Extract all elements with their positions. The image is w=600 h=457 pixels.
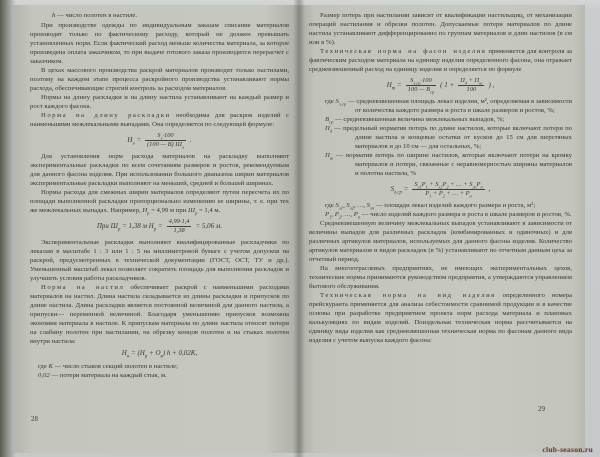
where-list <box>30 362 289 380</box>
where-item: $В_{ср}$ — средневзвешенная величина межлекальных выпадов, %; <box>325 116 505 125</box>
paragraph: Норма на длину раскладки необходима для раскроя изделий с наименьшими межлекальными выпадами. Она определяется по следующей формуле: <box>30 112 289 128</box>
paragraph: Средневзвешенную величину межлекальных выпадов устанавливают в зависимости от величины выпадов для различных раскладок (комбинированных и одиночных) и для различных артикулов материалов, используемых для данного фасона изделия. Количество артикулов материалов и видов раскладок (в %) устанавливают по отчетным данным цеха за отчетный период. <box>309 220 572 264</box>
paragraph: Для установления норм расхода материалов на раскладку выполняют экспериментальные раскладки по всем сочетаниям размеров и ростов, рекомендуемым для данного фасона изделия. При использовании большого диапазона ширин материалов экспериментальные раскладки выполняют на меньшей, средней и большей ширинах. <box>30 153 289 188</box>
page-right-text <box>309 11 572 435</box>
fraction: $\frac{4,99\cdot 1,4}{1,38}$ <box>168 218 190 234</box>
page-left <box>13 5 298 453</box>
spaced-heading: Техническая норма на фасон изделия <box>320 48 487 55</box>
spaced-heading: Норма на настил <box>41 284 125 292</box>
fraction: $\frac{П_д + П_ш}{100}$ <box>460 77 483 93</box>
spaced-heading: Техническая норма на вид изделия <box>320 292 496 300</box>
where-item: 0,02 — потери материала на каждый стык, м. <box>38 372 167 380</box>
page-left-text <box>30 11 289 435</box>
where-item: $П_д$ — предельный норматив потерь по длине настилов, которые включают потери по длине настила и концевые остатки от кусков до 15 см для шерстяных материалов и до 10 см — для остальных, %; <box>325 125 572 151</box>
fraction: $\frac{S_{л.ср}\cdot 100}{100 — В_{ср}}$ <box>407 77 435 94</box>
where-item: $П_ш$ — норматив потерь по ширине настилов, которые включают потери на кромку материалов и потери, связанные с неравномерностью ширины материалов и полотна настила, % <box>325 152 572 178</box>
paragraph: Размер потерь при настилании зависит от квалификации настильщиц, от механизации операций настилания и обрезки полотен. Допускаемые потери материалов по длине настила устанавливают дифференцированно по группам материалов и длин настилов (в см или в %). <box>309 12 572 46</box>
paragraph: При производстве одежды по индивидуальным заказам списание материалов производят только по фактическому расходу, который не должен превышать установленных норм. Если фактический расход меньше количества материала, за которое произведена оплата заказчиком, то при выдаче готового заказа производится перерасчет с заказчиком. <box>30 22 289 65</box>
paragraph: Норма на настил обеспечивает раскрой с наименьшими расходами материалов на настил. Длина настила складывается из длины раскладки и припусков по длине настила. Длина раскладки является постоянной величиной для данного настила, а припуски— переменной величиной. Благодаря уменьшению припусков возможна экономия материала в настиле. К припускам материала по длине настила относят потери на слабину полотен при настилании, на обрезку концов полотен и на стыках полотен внутри настила: <box>30 284 289 346</box>
paragraph: Нормы расхода для смежных ширин материалов определяют путем пересчета их по площади выполненной раскладки пропорционально изменению ее ширины, т. е. при тех же межлекальных выпадах. Например, $Н_р = 4,99$ м при $Ш_р = 1,4$ м. <box>30 189 289 216</box>
paragraph: Нормы на длину раскладки и на длину настила устанавливают на каждый размер и рост каждого фасона. <box>30 94 289 110</box>
where-item: $Р_1$, $Р_2$, …, $Р_n$ — число изделий каждого размера и роста в шкале размеров и ростов, %. <box>325 211 572 220</box>
where-list <box>309 97 572 178</box>
page-right <box>298 5 585 453</box>
fraction: $\frac{S_э\cdot 100}{(100 — В) Ш_э}$ <box>147 132 184 149</box>
paragraph: h — число полотен в настиле. <box>52 12 138 19</box>
where-list <box>309 201 572 219</box>
formula: $Н_н = (Н_р + О_к) h + 0,02К$, <box>121 349 198 360</box>
page-number-right: 29 <box>538 405 545 413</box>
where-item: где $S_{л1}$, $S_{л2}$, …, $S_{лn}$ — площади лекал изделий каждого размера и роста, м²; <box>325 202 536 211</box>
where-item: где К — число стыков секций полотен в настиле; <box>38 363 178 371</box>
spaced-heading: Норма на длину раскладки <box>41 112 171 119</box>
paragraph: В цехах массового производства раскрой материалов производят только настилами, поэтому на каждом этапе процесса раскройного производства устанавливают нормы расхода, обеспечивающие строгий контроль за расходом материалов. <box>30 67 289 92</box>
paragraph: Экспериментальные раскладки выполняют квалифицированные раскладчики по лекалам в масштабе 1 : 3 или 1 : 5 на миллиметровой бумаге с учетом допусков на раскрой, предусмотренных в технической документации (ГОСТ, ОСТ, ТУ и др.). Уменьшенный масштаб лекал позволяет сократить площадь для выполнения раскладок и улучшить условия работы раскладчиков. <box>30 239 289 283</box>
where-item: где $S_{л.ср}$ — средневзвешенная площадь лекал изделия, м², определяемая в зависимости от количества каждого размера и роста в шкале размеров и ростов, %; <box>325 98 572 115</box>
formula: $S_{л.ср}$ = $\frac{S_{л1}Р_1 + S_{л2}Р_2 + \dots + S_{лn}Р_n}{Р_1 + Р_2 + \dots + Р_n}$ , <box>390 181 491 199</box>
paragraph: Техническая норма на фасон изделия применяется для контроля за фактическим расходом материала на единицу изделия определенного фасона, она отражает средневзвешенный расход на единицу изделия и определяется по формуле <box>309 48 572 73</box>
watermark-text: club-season.ru <box>542 445 593 454</box>
paragraph: Техническая норма на вид изделия определенного номера прейскуранта применяется для анализа себестоимости сравнимой продукции и в качестве основы при разработке предприятием проекта норм расхода материала и плановых калькуляциях по видам изделий. Поиздельная техническая норма рассчитывается на единицу вида изделия как средневзвешенная техническая норма по фасонам данного вида изделия с учетом выпуска каждого фасона: <box>309 292 572 345</box>
formula: $Н_т$ = $\frac{S_{л.ср}\cdot 100}{100 — В_{ср}}$ ( 1 + $\frac{П_д + П_ш}{100}$ ) , <box>386 77 495 94</box>
formula: При $Ш_р = 1,38$ м $Н_р$ = $\frac{4,99\cdot 1,4}{1,38}$ = 5,06 м. <box>96 218 223 234</box>
fraction: $\frac{S_{л1}Р_1 + S_{л2}Р_2 + \dots + S_{лn}Р_n}{Р_1 + Р_2 + \dots + Р_n}$ <box>414 181 483 199</box>
page-gutter-shadow <box>293 0 305 457</box>
paragraph: На многоотраслевых предприятиях, не имеющих экспериментальных цехов, технические нормы принимаются руководством предприятия, а утверждаются управлением бытового обслуживания. <box>309 265 572 291</box>
formula: $Н_э$ = $\frac{S_э\cdot 100}{(100 — В) Ш_э}$ . <box>127 132 192 149</box>
page-number-left: 28 <box>31 415 38 423</box>
